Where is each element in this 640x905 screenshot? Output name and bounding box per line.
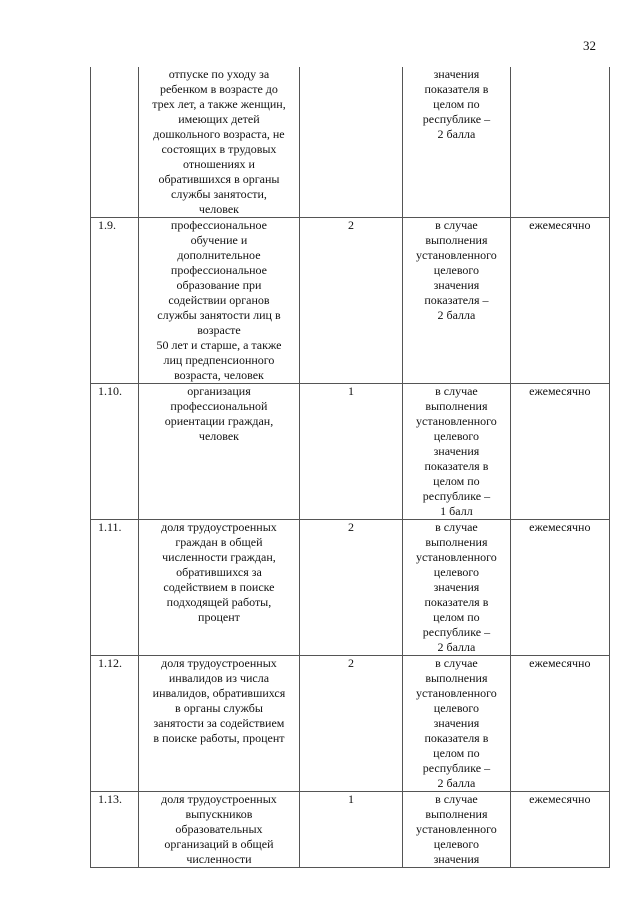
- value-cell: 1: [299, 384, 402, 520]
- indicator-cell: доля трудоустроенных граждан в общей численности граждан, обратившихся за содействием в поиске подходящей работы, процент: [139, 520, 300, 656]
- page-number: 32: [583, 38, 596, 53]
- value-cell: 2: [299, 656, 402, 792]
- frequency-cell: ежемесячно: [510, 218, 609, 384]
- indicator-cell: организация профессиональной ориентации граждан, человек: [139, 384, 300, 520]
- table-row: [91, 384, 610, 520]
- score-cell: в случае выполнения установленного целевого значения показателя в целом по республике – 2 балла: [403, 656, 510, 792]
- table-row: [91, 656, 610, 792]
- row-number-cell: 1.13.: [91, 792, 139, 868]
- indicator-cell: доля трудоустроенных инвалидов из числа инвалидов, обратившихся в органы службы занятости за содействием в поиске работы, процент: [139, 656, 300, 792]
- frequency-cell: ежемесячно: [510, 520, 609, 656]
- table-row: [91, 218, 610, 384]
- frequency-cell: ежемесячно: [510, 792, 609, 868]
- value-cell: 1: [299, 792, 402, 868]
- score-cell: в случае выполнения установленного целевого значения показателя в целом по республике – 2 балла: [403, 520, 510, 656]
- table-row: [91, 67, 610, 218]
- indicator-cell: отпуске по уходу за ребенком в возрасте до трех лет, а также женщин, имеющих детей дошкольного возраста, не состоящих в трудовых отношениях и обратившихся в органы службы занятости, человек: [139, 67, 300, 218]
- row-number-cell: [91, 67, 139, 218]
- row-number-cell: 1.12.: [91, 656, 139, 792]
- score-cell: в случае выполнения установленного целевого значения показателя – 2 балла: [403, 218, 510, 384]
- table-row: [91, 520, 610, 656]
- row-number-cell: 1.10.: [91, 384, 139, 520]
- indicator-cell: профессиональное обучение и дополнительное профессиональное образование при содействии органов службы занятости лиц в возрасте 50 лет и старше, а также лиц предпенсионного возраста, человек: [139, 218, 300, 384]
- table-row: [91, 792, 610, 868]
- score-cell: в случае выполнения установленного целевого значения: [403, 792, 510, 868]
- frequency-cell: ежемесячно: [510, 656, 609, 792]
- frequency-cell: [510, 67, 609, 218]
- value-cell: [299, 67, 402, 218]
- value-cell: 2: [299, 520, 402, 656]
- score-cell: в случае выполнения установленного целевого значения показателя в целом по республике – 1 балл: [403, 384, 510, 520]
- frequency-cell: ежемесячно: [510, 384, 609, 520]
- row-number-cell: 1.11.: [91, 520, 139, 656]
- indicator-cell: доля трудоустроенных выпускников образовательных организаций в общей численности: [139, 792, 300, 868]
- score-cell: значения показателя в целом по республике – 2 балла: [403, 67, 510, 218]
- value-cell: 2: [299, 218, 402, 384]
- indicators-table: [90, 67, 610, 868]
- row-number-cell: 1.9.: [91, 218, 139, 384]
